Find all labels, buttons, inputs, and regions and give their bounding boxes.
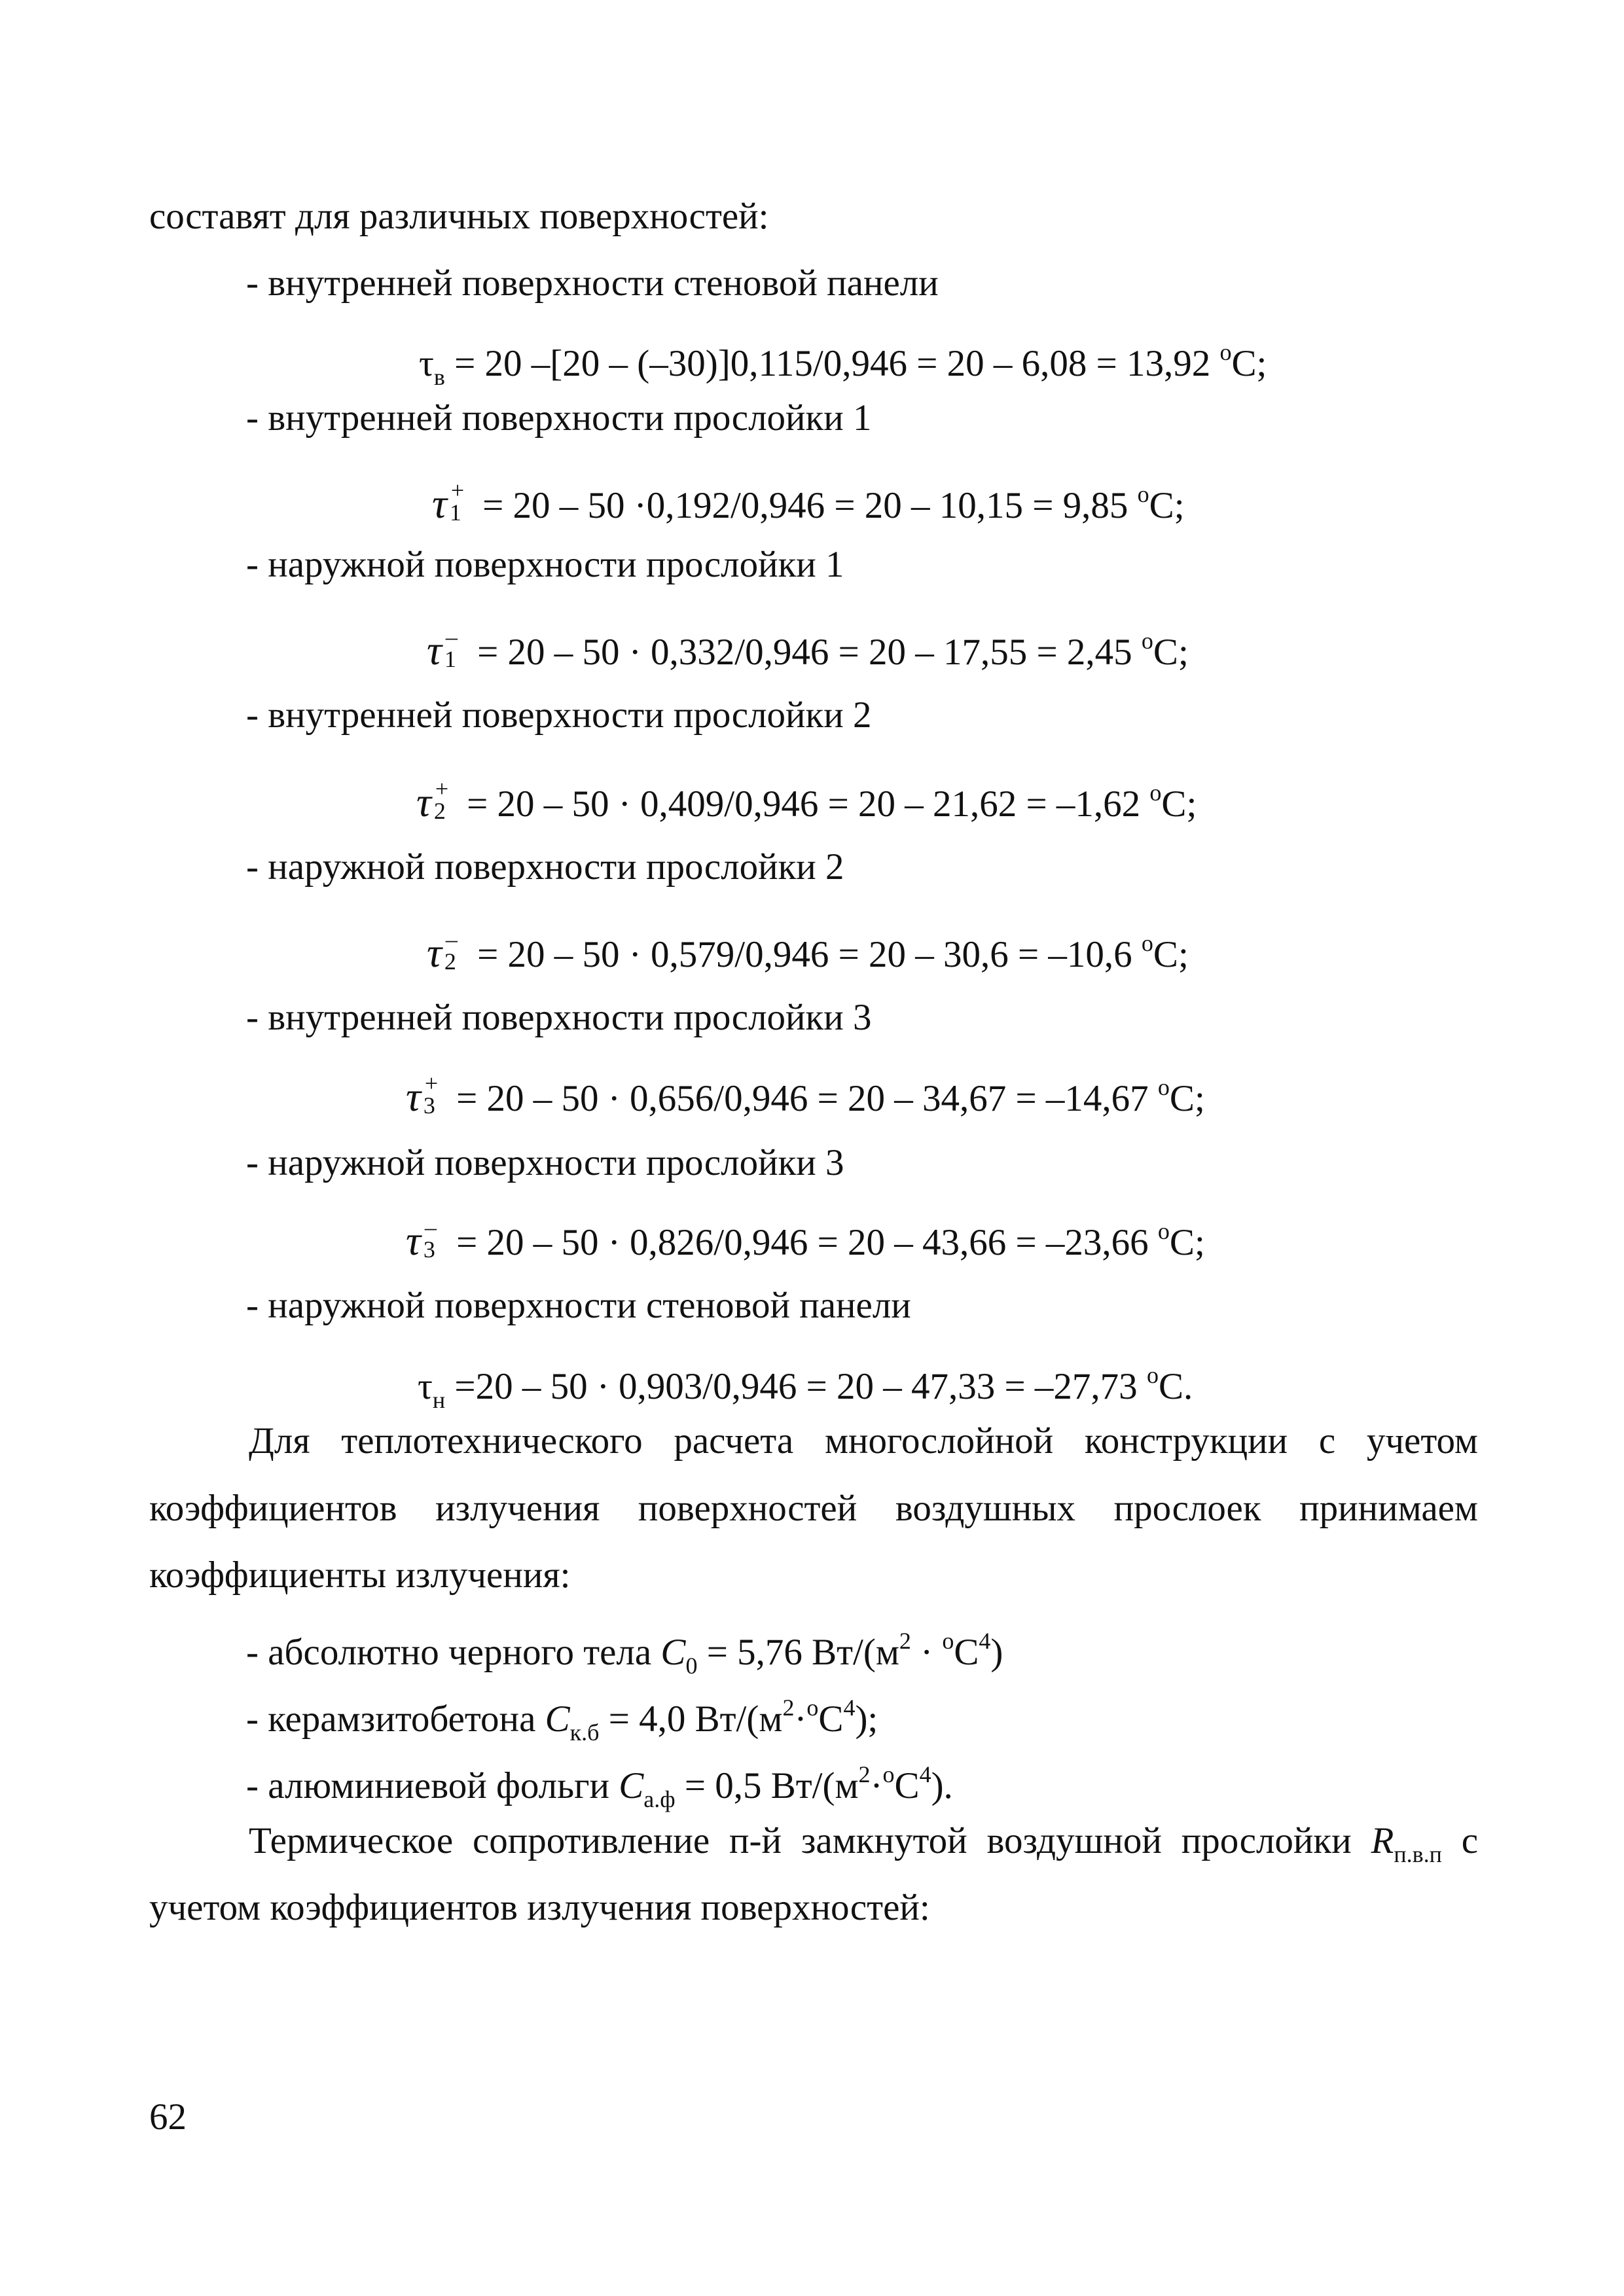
formula-expr: = 20 – 50 · 0,409/0,946 = 20 – 21,62 = –1,62 [457,783,1150,825]
formula-unit-sup: о [1157,1074,1170,1100]
formula-unit: С; [1231,343,1267,384]
formula-sub: 1 [444,646,456,672]
coefficient-sup: 4 [919,1761,931,1787]
formula-line [432,471,1185,529]
paragraph-text: Термическое сопротивление п-й замкнутой воздушной прослойки [249,1820,1371,1861]
formula-line [418,1352,1193,1423]
coefficient-line [246,1685,878,1755]
paragraph-line [249,1818,1478,1877]
formula-sup: + [435,776,449,802]
formula-sub: н [432,1387,446,1413]
formula-symbol: τ [406,1073,421,1120]
formula-expr: = 20 – 50 · 0,332/0,946 = 20 – 17,55 = 2,45 [467,632,1142,673]
page-number: 62 [149,2096,187,2138]
formula-unit: С. [1158,1366,1193,1407]
formula-unit-sup: о [1146,1362,1159,1388]
item-label: - наружной поверхности стеновой панели [246,1285,911,1326]
coefficient-unit: С [954,1632,979,1673]
formula-indices [421,1064,447,1119]
formula-unit-sup: о [1219,339,1232,365]
coefficient-dot: · [911,1632,943,1673]
coefficient-end: ); [855,1698,878,1740]
formula-symbol: τ [427,929,442,976]
formula-unit: С; [1153,632,1189,673]
coefficient-sub: 0 [685,1653,698,1679]
formula-sub: 1 [449,499,461,526]
item-label: - внутренней поверхности прослойки 3 [246,997,872,1038]
coefficient-sup: 4 [979,1628,991,1654]
coefficient-sub: а.ф [643,1786,676,1812]
item-label: - наружной поверхности прослойки 1 [246,544,844,585]
formula-sub: 2 [433,798,446,824]
formula-expr: = 20 – 50 · 0,579/0,946 = 20 – 30,6 = –10,6 [467,934,1142,975]
formula-expr: =20 – 50 · 0,903/0,946 = 20 – 47,33 = –27,73 [445,1366,1147,1407]
coefficient-sub: к.б [569,1719,600,1746]
formula-line [427,618,1189,675]
coefficient-sup: 2 [899,1628,911,1654]
formula-line [406,1208,1205,1266]
coefficient-value: = 4,0 Вт/(м [599,1698,783,1740]
coefficient-sup: о [882,1761,895,1787]
formula-unit-sup: о [1141,930,1153,956]
coefficient-symbol: C [619,1765,644,1806]
formula-sub: 3 [423,1236,435,1263]
coefficient-dot: · [794,1698,807,1740]
coefficient-symbol: C [660,1632,686,1673]
formula-expr: = 20 – 50 · 0,656/0,946 = 20 – 34,67 = –14,67 [446,1078,1158,1119]
coefficient-sup: о [806,1695,819,1721]
formula-unit: С; [1161,783,1197,825]
formula-sup: – [424,1214,437,1240]
formula-indices [447,471,473,526]
paragraph-line: коэффициенты излучения: [149,1554,571,1596]
coefficient-dot: · [870,1765,883,1806]
coefficient-label: - керамзитобетона [246,1698,545,1740]
coefficient-sup: о [942,1628,954,1654]
formula-indices [421,1208,447,1263]
coefficient-end: ). [931,1765,953,1806]
formula-indices [431,770,458,824]
formula-unit-sup: о [1157,1218,1170,1244]
resistance-sub: п.в.п [1394,1841,1442,1867]
paragraph-line: коэффициентов излучения поверхностей воздушных прослоек принимаем [149,1488,1478,1529]
formula-unit: С; [1153,934,1189,975]
coefficient-sup: 2 [858,1761,871,1787]
paragraph-line: Для теплотехнического расчета многослойной конструкции с учетом [249,1420,1478,1462]
paragraph-tail: с [1441,1820,1479,1861]
formula-symbol: τ [406,1217,421,1264]
formula-symbol: τ [419,343,434,384]
item-label: - внутренней поверхности прослойки 2 [246,694,872,736]
formula-unit: С; [1169,1222,1205,1263]
coefficient-end: ) [990,1632,1003,1673]
formula-line [406,1064,1205,1122]
formula-symbol: τ [416,779,431,825]
coefficient-label: - алюминиевой фольги [246,1765,619,1806]
resistance-symbol: R [1371,1820,1394,1861]
formula-sub: 2 [444,948,456,975]
formula-sup: – [445,624,458,650]
coefficient-label: - абсолютно черного тела [246,1632,661,1673]
formula-unit: С; [1149,485,1185,526]
formula-indices [442,920,468,975]
item-label: - внутренней поверхности прослойки 1 [246,397,872,439]
formula-unit-sup: о [1141,628,1153,654]
coefficient-unit: С [894,1765,920,1806]
coefficient-unit: С [818,1698,844,1740]
formula-expr: = 20 – 50 ·0,192/0,946 = 20 – 10,15 = 9,85 [473,485,1138,526]
item-label: - наружной поверхности прослойки 2 [246,846,844,888]
formula-sup: + [424,1070,439,1096]
formula-indices [442,618,468,672]
coefficient-line [246,1618,1003,1689]
formula-line [427,920,1189,978]
formula-sup: + [450,477,465,503]
item-label: - внутренней поверхности стеновой панели [246,262,939,304]
formula-symbol: τ [418,1366,433,1407]
paragraph-line: учетом коэффициентов излучения поверхностей: [149,1887,930,1928]
formula-line [416,770,1197,827]
formula-sub: в [433,364,445,390]
formula-symbol: τ [427,627,442,673]
coefficient-value: = 5,76 Вт/(м [697,1632,899,1673]
formula-unit: С; [1169,1078,1205,1119]
coefficient-symbol: C [545,1698,570,1740]
coefficient-line [246,1751,953,1822]
formula-unit-sup: о [1149,780,1162,806]
formula-expr: = 20 – 50 · 0,826/0,946 = 20 – 43,66 = –23,66 [446,1222,1158,1263]
item-label: - наружной поверхности прослойки 3 [246,1142,844,1183]
formula-line [419,329,1267,400]
coefficient-value: = 0,5 Вт/(м [675,1765,859,1806]
coefficient-sup: 4 [843,1695,856,1721]
coefficient-sup: 2 [782,1695,795,1721]
formula-expr: = 20 –[20 – (–30)]0,115/0,946 = 20 – 6,08 = 13,92 [444,343,1220,384]
formula-sub: 3 [423,1092,435,1119]
formula-unit-sup: о [1137,481,1149,507]
formula-symbol: τ [432,480,447,527]
intro-line: составят для различных поверхностей: [149,196,769,237]
formula-sup: – [445,926,458,952]
